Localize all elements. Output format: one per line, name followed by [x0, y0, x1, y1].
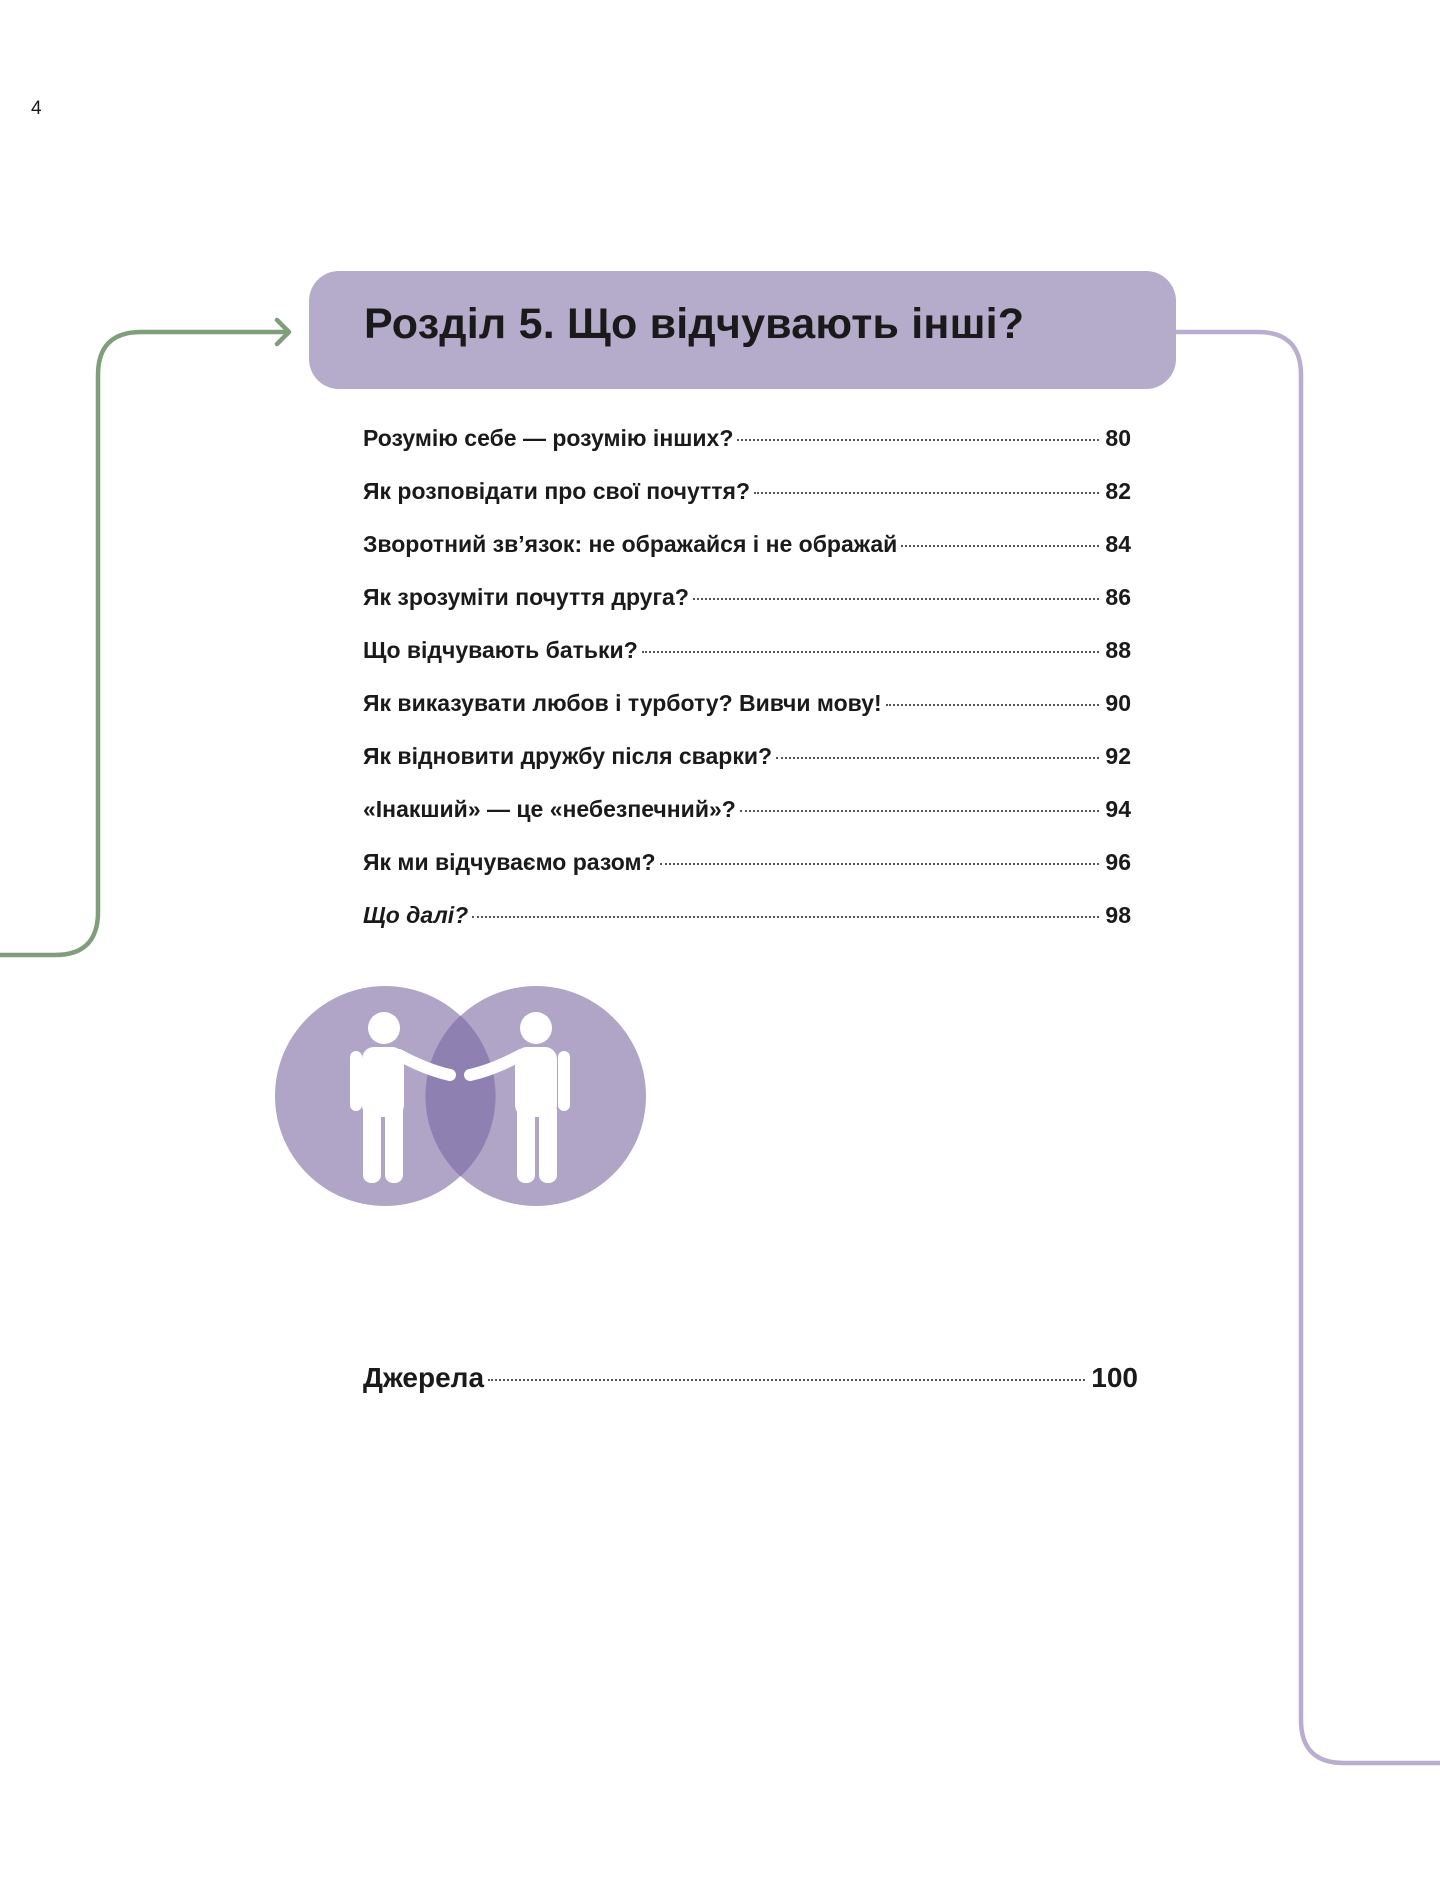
- toc-item-title: Як відновити дружбу після сварки?: [363, 743, 773, 769]
- toc-item-title: Розумію себе — розумію інших?: [363, 425, 734, 451]
- toc-leader-dots: [693, 598, 1100, 600]
- chapter-title: Розділ 5. Що відчувають інші?: [364, 299, 1025, 348]
- toc-item[interactable]: [363, 473, 1131, 526]
- toc-leader-dots: [886, 704, 1100, 706]
- toc-item-title: Як ми відчуваємо разом?: [363, 849, 656, 875]
- toc-item[interactable]: [363, 579, 1131, 632]
- toc-leader-dots: [740, 810, 1100, 812]
- toc-item-title: Що відчувають батьки?: [363, 637, 638, 663]
- toc-item-page: 84: [1105, 531, 1131, 557]
- toc-item-page: 88: [1105, 637, 1131, 663]
- toc-item-title: Що далі?: [363, 902, 469, 928]
- left-connector-line: [0, 332, 287, 955]
- toc-item[interactable]: [363, 420, 1131, 473]
- toc-item-title: Як розповідати про свої почуття?: [363, 478, 751, 504]
- toc-item-page: 92: [1105, 743, 1131, 769]
- toc-leader-dots: [488, 1379, 1085, 1381]
- toc-item[interactable]: [363, 738, 1131, 791]
- toc-leader-dots: [754, 492, 1099, 494]
- toc-item-page: 90: [1105, 690, 1131, 716]
- toc-leader-dots: [737, 439, 1099, 441]
- sources-entry[interactable]: [363, 1360, 1138, 1396]
- toc-item-page: 96: [1105, 849, 1131, 875]
- toc-leader-dots: [660, 863, 1100, 865]
- toc-item[interactable]: [363, 632, 1131, 685]
- toc-item[interactable]: [363, 526, 1131, 579]
- sources-page: 100: [1091, 1362, 1138, 1393]
- toc-leader-dots: [472, 916, 1099, 918]
- arrow-right-icon: [277, 320, 289, 344]
- toc-item-title: Як виказувати любов і турботу? Вивчи мову!: [363, 690, 882, 716]
- toc-item[interactable]: [363, 685, 1131, 738]
- toc-item-page: 86: [1105, 584, 1131, 610]
- two-people-handshake-icon: [275, 985, 647, 1207]
- toc-leader-dots: [901, 545, 1099, 547]
- toc-leader-dots: [642, 651, 1100, 653]
- right-connector-line: [1176, 332, 1440, 1763]
- toc-item-title: «Інакший» — це «небезпечний»?: [363, 796, 736, 822]
- toc-leader-dots: [776, 757, 1099, 759]
- toc-item[interactable]: [363, 791, 1131, 844]
- toc-item[interactable]: [363, 897, 1131, 950]
- table-of-contents: [363, 420, 1131, 950]
- page-number: 4: [31, 98, 42, 119]
- toc-item-title: Як зрозуміти почуття друга?: [363, 584, 689, 610]
- toc-item-page: 94: [1105, 796, 1131, 822]
- toc-item-page: 82: [1105, 478, 1131, 504]
- toc-item[interactable]: [363, 844, 1131, 897]
- sources-title: Джерела: [363, 1362, 485, 1393]
- toc-item-page: 98: [1105, 902, 1131, 928]
- chapter-header: [309, 271, 1176, 389]
- toc-item-page: 80: [1105, 425, 1131, 451]
- toc-item-title: Зворотний зв’язок: не ображайся і не ображай: [363, 531, 898, 557]
